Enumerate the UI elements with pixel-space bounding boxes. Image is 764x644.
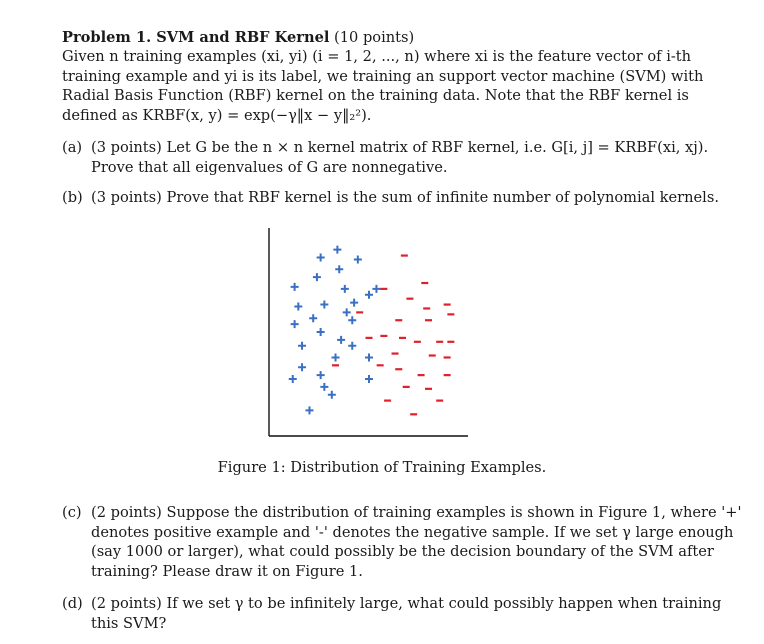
distribution-figure <box>262 224 472 440</box>
positive-point <box>294 303 302 311</box>
positive-point <box>372 285 380 293</box>
positive-point <box>343 308 351 316</box>
positive-point <box>317 328 325 336</box>
positive-point <box>365 375 373 383</box>
part-text <box>91 503 742 581</box>
positive-point <box>309 314 317 322</box>
positive-point <box>298 363 306 371</box>
part-text <box>91 138 709 177</box>
positive-point <box>289 375 297 383</box>
positive-point <box>335 265 343 273</box>
positive-point <box>305 406 313 414</box>
positive-point <box>333 246 341 254</box>
part-line: denotes positive example and '-' denotes the negative sample. If we set γ large enough <box>91 523 734 541</box>
positive-point <box>291 283 299 291</box>
figure-caption: Figure 1: Distribution of Training Examples. <box>217 459 547 476</box>
positive-point <box>298 342 306 350</box>
positive-point <box>354 255 362 263</box>
positive-point <box>317 254 325 262</box>
problem-title <box>62 28 702 48</box>
intro-line: Radial Basis Function (RBF) kernel on the training data. Note that the RBF kernel is <box>62 87 689 105</box>
positive-point <box>348 316 356 324</box>
part-text <box>91 594 722 633</box>
positive-point <box>365 291 373 299</box>
intro-line: Given n training examples (xi, yi) (i = 1, 2, ..., n) where xi is the feature vector of i-th <box>62 48 692 65</box>
part-line: Prove that all eigenvalues of G are nonnegative. <box>91 158 448 176</box>
part-line: (3 points) Let G be the n × n kernel matrix of RBF kernel, i.e. G[i, j] = KRBF(xi, xj). <box>91 139 709 156</box>
positive-point <box>320 383 328 391</box>
problem-points: (10 points) <box>334 29 415 46</box>
part-line: (say 1000 or larger), what could possibly be the decision boundary of the SVM after <box>91 543 714 561</box>
positive-point <box>291 320 299 328</box>
positive-point <box>341 285 349 293</box>
part-label: (a) <box>62 139 83 156</box>
problem-heading: Problem 1. SVM and RBF Kernel <box>62 29 330 46</box>
part-label: (b) <box>62 189 83 206</box>
positive-point <box>332 353 340 361</box>
positive-point <box>337 336 345 344</box>
problem-intro <box>62 47 702 125</box>
positive-point <box>348 342 356 350</box>
positive-point <box>350 299 358 307</box>
part-line: (3 points) Prove that RBF kernel is the sum of infinite number of polynomial kernels. <box>91 189 719 206</box>
positive-point <box>313 273 321 281</box>
positive-point <box>328 391 336 399</box>
part-line: this SVM? <box>91 614 167 632</box>
intro-line: training example and yi is its label, we training an support vector machine (SVM) with <box>62 67 704 85</box>
intro-line: defined as KRBF(x, y) = exp(−γ‖x − y‖₂²). <box>62 106 372 124</box>
part-label: (d) <box>62 595 83 612</box>
part-line: training? Please draw it on Figure 1. <box>91 562 363 580</box>
data-marks <box>289 246 455 415</box>
part-line: (2 points) If we set γ to be infinitely large, what could possibly happen when training <box>91 595 722 612</box>
positive-point <box>365 353 373 361</box>
positive-point <box>320 301 328 309</box>
part-text <box>91 188 719 208</box>
part-line: (2 points) Suppose the distribution of training examples is shown in Figure 1, where '+' <box>91 504 742 521</box>
part-label: (c) <box>62 504 82 521</box>
positive-point <box>317 371 325 379</box>
